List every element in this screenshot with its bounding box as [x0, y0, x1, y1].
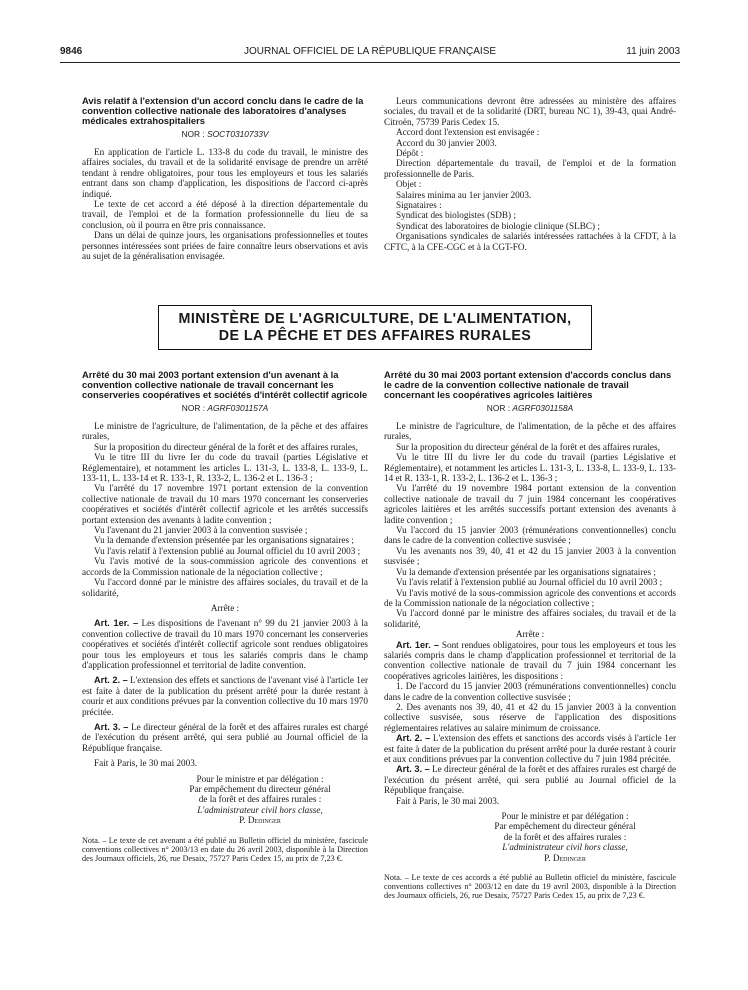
avis-text: Objet :	[396, 179, 422, 190]
arrete-nor: NOR : AGRF0301157A	[181, 402, 269, 413]
avis-continued	[384, 96, 676, 252]
signature-block: Pour le ministre et par délégation : Par empêchement du directeur général de la forêt et des affaires rurales : L'administrateur civil hors classe, P. Dedinger	[454, 811, 676, 863]
header-rule	[60, 62, 680, 63]
signature-block: Pour le ministre et par délégation : Par empêchement du directeur général de la forêt et des affaires rurales : L'administrateur civil hors classe, P. Dedinger	[152, 774, 368, 826]
visa: Vu l'avis motivé de la sous-commission agricole des conventions et accords de la Commission nationale de la négociation collective ;	[384, 587, 676, 608]
article: Art. 1er. – Sont rendues obligatoires, pour tous les employeurs et tous les salariés compris dans le champ d'application professionnel et territorial de la convention collective nationale de travail du 7 juin 1984 concernant les coopératives agricoles laitières, les dispositions :	[384, 639, 676, 681]
visa: Vu l'arrêté du 17 novembre 1971 portant extension de la convention collective nationale de travail du 10 mars 1970 concernant les conserveries coopératives et sociétés d'intérêt collectif agricole et les arrêtés successifs portant extension des avenants à ladite convention ;	[82, 483, 368, 525]
avis-text: Organisations syndicales de salariés intéressées rattachées à la CFDT, à la CFTC, à la CFE-CGC et à la CGT-FO.	[384, 231, 676, 252]
article: Art. 2. – L'extension des effets et sanctions de l'avenant visé à l'article 1er est faite à dater de la publication du présent arrêté pour la durée restant à courir et aux conditions prévues par la convention collective du 10 mars 1970 précitée.	[82, 675, 369, 717]
ministry-banner-line: MINISTÈRE DE L'AGRICULTURE, DE L'ALIMENTATION,	[178, 310, 572, 327]
article-item: 2. Des avenants nos 39, 40, 41 et 42 du 15 janvier 2003 à la convention collective susvisée, sous réserve de l'application des dispositions réglementaires relatives au salaire minimum de croissance.	[384, 701, 676, 733]
article: Art. 2. – L'extension des effets et sanctions des accords visés à l'article 1er est faite à dater de la publication du présent arrêté pour la durée restant à courir et aux conditions prévues par la convention collective du 7 juin 1984 précitée.	[384, 733, 677, 765]
visa: Vu l'avis relatif à l'extension publié au Journal officiel du 10 avril 2003 ;	[94, 545, 361, 556]
avis-text: Accord dont l'extension est envisagée :	[396, 127, 540, 138]
ministry-banner	[158, 305, 592, 350]
visa: Vu la demande d'extension présentée par les organisations signataires ;	[396, 566, 656, 577]
visa: Vu l'avis motivé de la sous-commission agricole des conventions et accords de la Commission nationale de la négociation collective ;	[82, 556, 368, 577]
page-number: 9846	[60, 46, 83, 57]
avis-text: Syndicat des laboratoires de biologie clinique (SLBC) ;	[396, 220, 600, 231]
visa: Le ministre de l'agriculture, de l'alimentation, de la pêche et des affaires rurales,	[384, 421, 676, 442]
avis-text: Dépôt :	[396, 148, 424, 159]
avis-title: Avis relatif à l'extension d'un accord conclu dans le cadre de la convention collective nationale des laboratoires d'analyses médicales extrahospitaliers	[82, 95, 364, 127]
visa: Vu l'accord donné par le ministre des affaires sociales, du travail et de la solidarité,	[82, 577, 368, 598]
arrete-heading: Arrête :	[515, 629, 545, 640]
fait-a-paris: Fait à Paris, le 30 mai 2003.	[396, 795, 500, 806]
visa: Sur la proposition du directeur général de la forêt et des affaires rurales,	[396, 441, 660, 452]
arrete-title: Arrêté du 30 mai 2003 portant extension d'accords conclus dans le cadre de la convention collective nationale de travail concernant les coopératives agricoles laitières	[384, 369, 672, 401]
visa: Vu l'avenant du 21 janvier 2003 à la convention susvisée ;	[94, 525, 308, 536]
journal-title: JOURNAL OFFICIEL DE LA RÉPUBLIQUE FRANÇAISE	[243, 46, 497, 57]
visa: Vu les avenants nos 39, 40, 41 et 42 du 15 janvier 2003 à la convention susvisée ;	[384, 545, 676, 567]
visa: Vu l'accord du 15 janvier 2003 (rémunérations conventionnelles) conclu dans le cadre de la convention collective susvisée ;	[384, 525, 676, 546]
signatory: P. Dedinger	[239, 815, 281, 826]
visa: Vu le titre III du livre Ier du code du travail (parties Législative et Réglementaire), et notamment les articles L. 131-3, L. 133-8, L. 133-9, L. 133-11, L. 133-14 et R. 133-1, R. 133-2, L. 136-2 et L. 136-3 ;	[82, 452, 368, 484]
arrete-heading: Arrête :	[210, 602, 240, 613]
visa: Vu l'accord donné par le ministre des affaires sociales, du travail et de la solidarité,	[384, 608, 676, 629]
arrete-laitieres	[384, 370, 676, 901]
visa: Sur la proposition du directeur général de la forêt et des affaires rurales,	[94, 441, 358, 452]
article: Art. 3. – Le directeur général de la forêt et des affaires rurales est chargé de l'exécution du présent arrêté, qui sera publié au Journal officiel de la République française.	[384, 764, 677, 796]
visa: Le ministre de l'agriculture, de l'alimentation, de la pêche et des affaires rurales,	[82, 421, 368, 442]
nota: Nota. – Le texte de ces accords a été publié au Bulletin officiel du ministère, fascicule conventions collectives n° 2003/12 en date du 19 avril 2003, disponible à la Direction des Journaux officiels, 26, rue Desaix, 75727 Paris Cedex 15, au prix de 7,23 €.	[384, 873, 676, 901]
avis-section	[82, 96, 368, 261]
article: Art. 3. – Le directeur général de la forêt et des affaires rurales est chargé de l'exécution du présent arrêté, qui sera publié au Journal officiel de la République française.	[82, 721, 368, 753]
avis-paragraph: Dans un délai de quinze jours, les organisations professionnelles et toutes personnes intéressées sont priées de faire connaître leurs observations et avis au sujet de la généralisation envisagée.	[82, 230, 368, 262]
visa: Vu l'arrêté du 19 novembre 1984 portant extension de la convention collective nationale de travail du 7 juin 1984 concernant les coopératives agricoles laitières et les arrêtés successifs portant extension des avenants à ladite convention ;	[384, 483, 676, 525]
avis-text: Signataires :	[396, 200, 442, 211]
arrete-nor: NOR : AGRF0301158A	[486, 402, 574, 413]
visa: Vu le titre III du livre Ier du code du travail (parties Législative et Réglementaire), et notamment les articles L. 131-3, L. 133-8, L. 133-9, L. 133-14 et R. 133-1, R. 133-2, L. 136-2 et L. 136-3 ;	[384, 452, 676, 484]
avis-text: Salaires minima au 1er janvier 2003.	[396, 189, 532, 200]
ministry-banner-line: DE LA PÊCHE ET DES AFFAIRES RURALES	[218, 327, 532, 344]
arrete-title: Arrêté du 30 mai 2003 portant extension d'un avenant à la convention collective nationale de travail concernant les conserveries coopératives et sociétés d'intérêt collectif agricole	[82, 369, 368, 401]
nota: Nota. – Le texte de cet avenant a été publié au Bulletin officiel du ministère, fascicule conventions collectives n° 2003/13 en date du 26 avril 2003, disponible à la Direction des Journaux officiels, 26, rue Desaix, 75727 Paris Cedex 15, au prix de 7,23 €.	[82, 835, 368, 864]
avis-paragraph: En application de l'article L. 133-8 du code du travail, le ministre des affaires sociales, du travail et de la solidarité envisage de prendre un arrêté tendant à rendre obligatoires, pour tous les employeurs et tous les salariés entrant dans son champ d'application, les dispositions de l'accord ci-après indiqué.	[82, 147, 368, 199]
page-header	[60, 46, 680, 60]
arrete-conserveries	[82, 370, 368, 863]
avis-paragraph: Le texte de cet accord a été déposé à la direction départementale du travail, de l'emploi et de la formation professionnelle du lieu de sa conclusion, où il pourra en être pris connaissance.	[82, 199, 368, 230]
avis-text: Leurs communications devront être adressées au ministère des affaires sociales, du travail et de la solidarité (DRT, bureau NC 1), 39-43, quai André-Citroën, 75739 Paris Cedex 15.	[384, 96, 676, 127]
fait-a-paris: Fait à Paris, le 30 mai 2003.	[94, 758, 198, 769]
visa: Vu la demande d'extension présentée par les organisations signataires ;	[94, 535, 354, 546]
issue-date: 11 juin 2003	[626, 46, 680, 57]
visa: Vu l'avis relatif à l'extension publié au Journal officiel du 10 avril 2003 ;	[396, 577, 663, 588]
avis-text: Accord du 30 janvier 2003.	[396, 137, 497, 148]
article-item: 1. De l'accord du 15 janvier 2003 (rémunérations conventionnelles) conclu dans le cadre de la convention collective susvisée ;	[384, 681, 676, 702]
signatory: P. Dedinger	[544, 852, 586, 863]
avis-text: Syndicat des biologistes (SDB) ;	[396, 210, 516, 221]
avis-text: Direction départementale du travail, de l'emploi et de la formation professionnelle de Paris.	[384, 158, 676, 179]
article: Art. 1er. – Les dispositions de l'avenant n° 99 du 21 janvier 2003 à la convention collective de travail du 10 mars 1970 concernant les conserveries coopératives et sociétés d'intérêt collectif agricole sont rendues obligatoires pour tous les employeurs et tous les salariés compris dans le champ d'application professionnel et territorial de ladite convention.	[82, 618, 368, 670]
avis-nor: NOR : SOCT0310733V	[181, 128, 269, 139]
